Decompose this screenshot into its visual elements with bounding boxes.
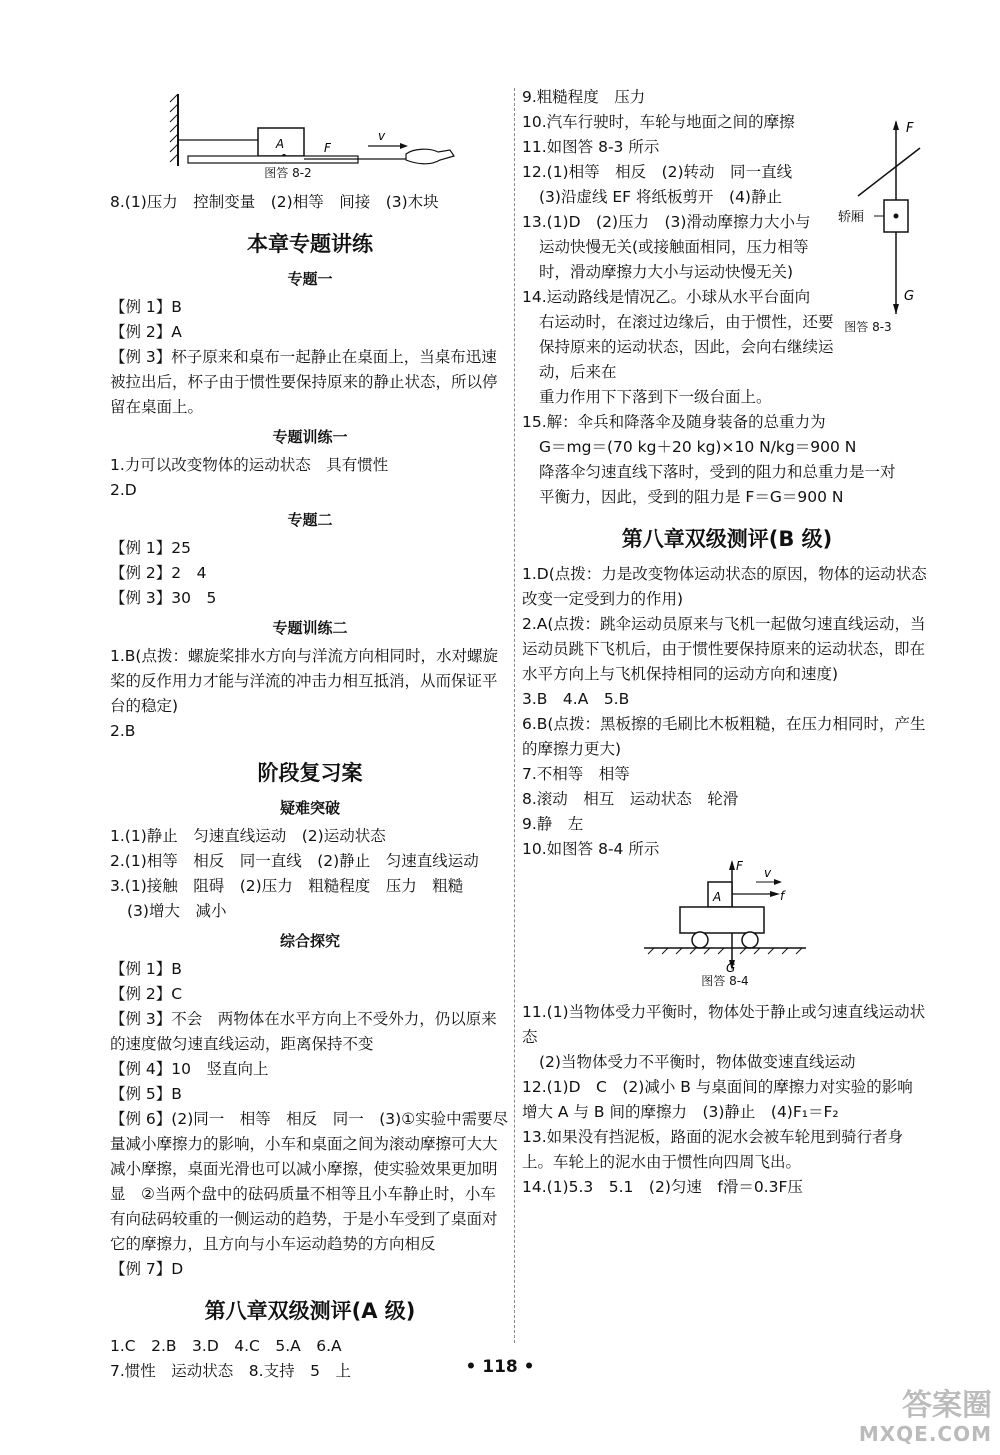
subsection-title: 专题一: [287, 270, 333, 288]
answer-line: 6.B(点拨：黑板擦的毛刷比木板粗糙，在压力相同时，产生的摩擦力更大): [522, 715, 926, 758]
answer-line: 降落伞匀速直线下落时，受到的阻力和总重力是一对: [539, 463, 896, 481]
answer-line: 时，滑动摩擦力大小与运动快慢无关): [539, 263, 794, 281]
page-number: • 118 •: [465, 1357, 535, 1377]
subsection-title: 专题二: [287, 511, 333, 529]
answer-line: 12.(1)D C (2)减小 B 与桌面间的摩擦力对实验的影响 增大 A 与 B 间的摩擦力 (3)静止 (4)F₁＝F₂: [522, 1078, 929, 1121]
answer-line: 1.D(点拨：力是改变物体运动状态的原因，物体的运动状态改变一定受到力的作用): [522, 565, 927, 608]
watermark-logo: [842, 1389, 992, 1449]
answer-line: 3.(1)接触 阻碍 (2)压力 粗糙程度 压力 粗糙: [110, 877, 464, 895]
left-content: [110, 190, 510, 1384]
right-content-top: [522, 85, 932, 862]
answer-line: 【例 6】(2)同一 相等 相反 同一 (3)①实验中需要尽量减小摩擦力的影响，小车和桌面之间为滚动摩擦可大大减小摩擦，桌面光滑也可以减小摩擦，使实验效果更加明显 ②当两个盘中的砝码质量不相等且小车静止时，小车有向砝码较重的一侧运动的趋势，于是小车受到了桌面对它的摩擦力，且方向与小车运动趋势的方向相反: [110, 1110, 509, 1253]
answer-line: 【例 7】D: [110, 1260, 184, 1278]
answer-line: 11.(1)当物体受力平衡时，物体处于静止或匀速直线运动状态: [522, 1003, 926, 1046]
right-content-bottom: [522, 1000, 932, 1200]
answer-line: 10.如图答 8-4 所示: [522, 840, 660, 858]
watermark-text: 答案圈: [902, 1388, 992, 1423]
fig84-label-f: F: [736, 859, 743, 873]
fig82-label-f: F: [324, 141, 331, 155]
answer-line: 右运动时，在滚过边缘后，由于惯性，还要: [539, 313, 834, 331]
answer-line: 14.(1)5.3 5.1 (2)匀速 f滑＝0.3F压: [522, 1178, 803, 1196]
figure-8-4-spacer: [522, 862, 932, 1000]
figure-8-2-caption: 图答 8-2: [264, 166, 312, 180]
column-divider: [514, 88, 515, 1343]
answer-line: 【例 2】C: [110, 985, 183, 1003]
answer-line: 7.惯性 运动状态 8.支持 5 上: [110, 1362, 351, 1380]
watermark-url: MXQE.COM: [858, 1422, 992, 1446]
answer-line: 2.B: [110, 722, 136, 740]
subsection-title: 专题训练二: [272, 619, 348, 637]
fig83-label-car: 轿厢: [838, 210, 865, 225]
answer-line: 【例 2】A: [110, 323, 182, 341]
answer-line: 3.B 4.A 5.B: [522, 690, 630, 708]
fig84-label-g: G: [726, 961, 736, 974]
fig84-label-v: v: [764, 866, 772, 880]
section-title: 本章专题讲练: [247, 232, 373, 256]
fig83-label-g: G: [904, 289, 915, 304]
answer-line: 2.(1)相等 相反 同一直线 (2)静止 匀速直线运动: [110, 852, 479, 870]
left-column: [110, 85, 510, 1384]
answer-line: 【例 3】30 5: [110, 589, 217, 607]
section-title: 第八章双级测评(A 级): [204, 1299, 416, 1323]
answer-line: 2.A(点拨：跳伞运动员原来与飞机一起做匀速直线运动，当运动员跳下飞机后，由于惯性要保持原来的运动状态，即在水平方向上与飞机保持相同的运动方向和速度): [522, 615, 926, 683]
answer-line: 1.B(点拨：螺旋桨排水方向与洋流方向相同时，水对螺旋桨的反作用力才能与洋流的冲击力相互抵消，从而保证平台的稳定): [110, 647, 498, 715]
answer-line: 7.不相等 相等: [522, 765, 630, 783]
answer-line: 1.力可以改变物体的运动状态 具有惯性: [110, 456, 389, 474]
answer-line: (2)当物体受力不平衡时，物体做变速直线运动: [539, 1053, 856, 1071]
answer-line: 10.汽车行驶时，车轮与地面之间的摩擦: [522, 113, 795, 131]
answer-line: 【例 3】杯子原来和桌布一起静止在桌面上，当桌布迅速被拉出后，杯子由于惯性要保持原来的静止状态，所以停留在桌面上。: [110, 348, 498, 416]
answer-line: 【例 2】2 4: [110, 564, 207, 582]
answer-line: G＝mg＝(70 kg＋20 kg)×10 N/kg＝900 N: [539, 438, 857, 456]
fig84-label-small-f: f: [780, 889, 785, 903]
section-title: 阶段复习案: [257, 761, 363, 785]
answer-line: 平衡力，因此，受到的阻力是 F＝G＝900 N: [539, 488, 844, 506]
answer-line: 8.(1)压力 控制变量 (2)相等 间接 (3)木块: [110, 193, 439, 211]
answer-line: 9.静 左: [522, 815, 584, 833]
answer-line: 15.解：伞兵和降落伞及随身装备的总重力为: [522, 413, 826, 431]
answer-line: 13.(1)D (2)压力 (3)滑动摩擦力大小与: [522, 213, 811, 231]
subsection-title: 专题训练一: [272, 428, 348, 446]
answer-line: 【例 3】不会 两物体在水平方向上不受外力，仍以原来的速度做匀速直线运动，距离保持不变: [110, 1010, 497, 1053]
answer-line: 9.粗糙程度 压力: [522, 88, 646, 106]
answer-line: 【例 1】25: [110, 539, 192, 557]
answer-line: (3)增大 减小: [127, 902, 227, 920]
figure-8-3-caption: 图答 8-3: [844, 320, 892, 334]
answer-line: 【例 4】10 竖直向上: [110, 1060, 269, 1078]
answer-line: 1.(1)静止 匀速直线运动 (2)运动状态: [110, 827, 386, 845]
right-column: [522, 85, 932, 1200]
answer-line: 保持原来的运动状态，因此，会向右继续运动，后来在: [539, 338, 834, 381]
answer-line: 【例 5】B: [110, 1085, 182, 1103]
fig83-label-f: F: [906, 121, 914, 136]
answer-line: 1.C 2.B 3.D 4.C 5.A 6.A: [110, 1337, 342, 1355]
answer-line: 8.滚动 相互 运动状态 轮滑: [522, 790, 739, 808]
answer-line: 11.如图答 8-3 所示: [522, 138, 660, 156]
answer-line: 12.(1)相等 相反 (2)转动 同一直线: [522, 163, 793, 181]
subsection-title: 综合探究: [279, 932, 340, 950]
answer-line: 【例 1】B: [110, 298, 182, 316]
answer-line: 14.运动路线是情况乙。小球从水平台面向: [522, 288, 811, 306]
section-title: 第八章双级测评(B 级): [621, 527, 833, 551]
fig82-label-v: v: [378, 129, 386, 143]
figure-8-4-caption: 图答 8-4: [701, 974, 749, 988]
answer-line: 重力作用下下落到下一级台面上。: [539, 388, 772, 406]
subsection-title: 疑难突破: [279, 799, 340, 817]
answer-line: 13.如果没有挡泥板，路面的泥水会被车轮甩到骑行者身上。车轮上的泥水由于惯性向四周飞出。: [522, 1128, 904, 1171]
answer-line: 【例 1】B: [110, 960, 182, 978]
answer-line: 2.D: [110, 481, 137, 499]
fig84-label-a: A: [713, 890, 722, 904]
answer-line: 运动快慢无关(或接触面相同，压力相等: [539, 238, 809, 256]
answer-line: (3)沿虚线 EF 将纸板剪开 (4)静止: [539, 188, 782, 206]
fig82-label-a: A: [275, 137, 285, 151]
